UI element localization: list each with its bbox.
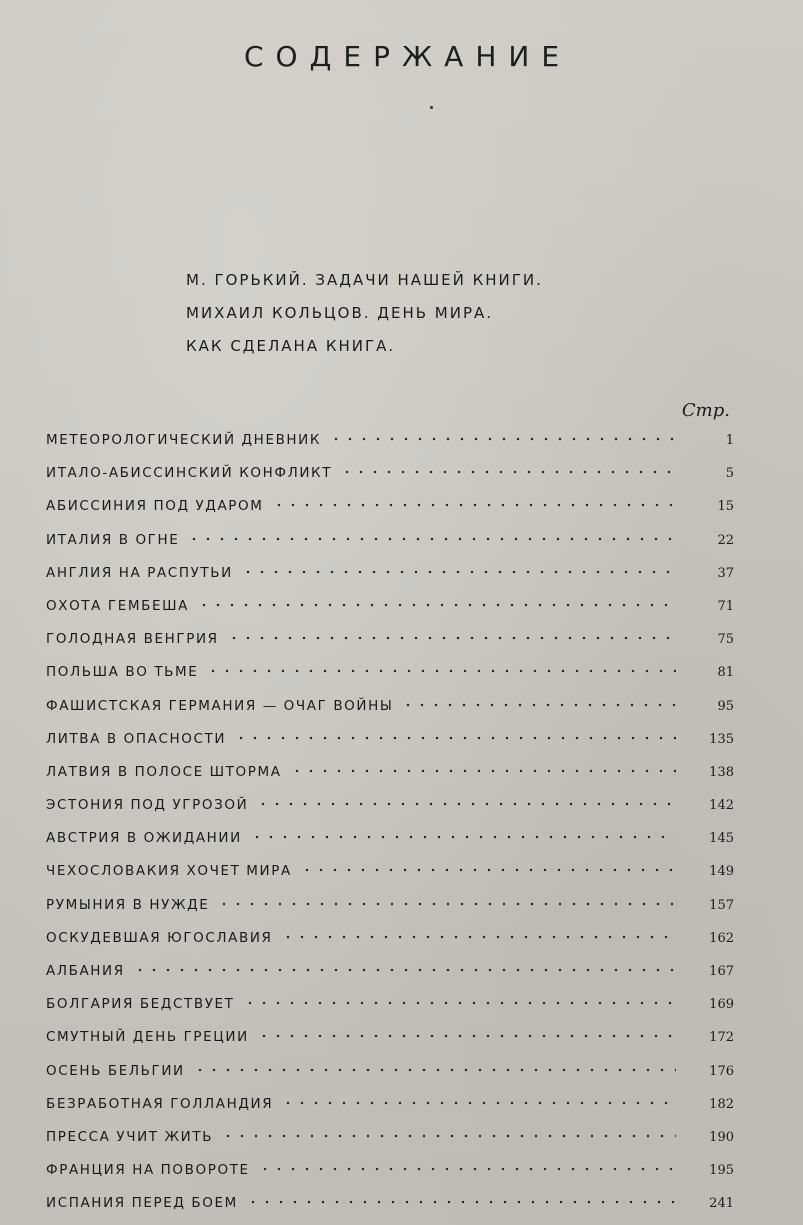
toc-entry xyxy=(46,1187,734,1220)
toc-entry-page: 22 xyxy=(717,532,734,548)
dot-leader xyxy=(133,968,676,972)
dot-leader xyxy=(243,1001,677,1005)
toc-entry-title: ЛИТВА В ОПАСНОСТИ xyxy=(46,730,227,747)
dot-leader xyxy=(401,703,676,707)
toc-entry-title: БОЛГАРИЯ БЕДСТВУЕТ xyxy=(46,996,235,1013)
toc-entry xyxy=(46,988,734,1021)
toc-entry-title: ЛАТВИЯ В ПОЛОСЕ ШТОРМА xyxy=(46,763,282,780)
toc-entry-page: 142 xyxy=(709,798,734,814)
dot-leader xyxy=(281,1101,676,1105)
toc-entry-title: ИСПАНИЯ ПЕРЕД БОЕМ xyxy=(46,1195,238,1212)
toc-entry xyxy=(46,557,734,590)
toc-entry-title: ПРЕССА УЧИТ ЖИТЬ xyxy=(46,1128,214,1145)
toc-entry-title: ПОЛЬША ВО ТЬМЕ xyxy=(46,664,199,681)
dot-leader xyxy=(340,470,676,474)
toc-entry-title: ОСКУДЕВШАЯ ЮГОСЛАВИЯ xyxy=(46,929,273,946)
toc-entry-page: 15 xyxy=(717,499,734,515)
toc-entry-page: 162 xyxy=(709,930,734,946)
toc-entry xyxy=(46,723,734,756)
toc-entry-title: АБИССИНИЯ ПОД УДАРОМ xyxy=(46,498,264,515)
toc-entry xyxy=(46,822,734,855)
toc-entry-page: 1 xyxy=(725,433,734,448)
toc-entry-page: 176 xyxy=(709,1063,734,1079)
dot-leader xyxy=(234,736,676,740)
dot-leader xyxy=(250,835,676,839)
toc-entry-title: ОСЕНЬ БЕЛЬГИИ xyxy=(46,1062,185,1079)
toc-entry-title: ФРАНЦИЯ НА ПОВОРОТЕ xyxy=(46,1162,250,1179)
toc-entry xyxy=(46,524,734,557)
toc-entry-title: АНГЛИЯ НА РАСПУТЬИ xyxy=(46,564,233,581)
intro-list xyxy=(186,264,543,363)
dot-leader xyxy=(193,1068,676,1072)
toc-entry-page: 5 xyxy=(725,466,734,482)
intro-item: М. ГОРЬКИЙ. ЗАДАЧИ НАШЕЙ КНИГИ. xyxy=(186,271,543,289)
toc-entry-page: 190 xyxy=(709,1129,734,1145)
dot-leader xyxy=(187,537,676,541)
toc-entry xyxy=(46,1121,734,1154)
toc-entry xyxy=(46,789,734,822)
toc-entry-page: 135 xyxy=(709,731,734,747)
toc-entry-page: 182 xyxy=(709,1096,734,1112)
dot-leader xyxy=(258,1167,676,1171)
toc-entry-title: РУМЫНИЯ В НУЖДЕ xyxy=(46,896,210,913)
dot-leader xyxy=(329,437,676,441)
dot-leader xyxy=(217,902,676,906)
toc-entry xyxy=(46,922,734,955)
toc-entry-page: 169 xyxy=(709,997,734,1013)
dot-leader xyxy=(300,868,676,872)
table-of-contents xyxy=(46,424,734,1221)
print-speck xyxy=(430,106,433,109)
dot-leader xyxy=(197,603,676,607)
toc-entry-page: 172 xyxy=(709,1030,734,1046)
toc-entry-page: 138 xyxy=(709,764,734,780)
toc-entry-page: 71 xyxy=(717,598,734,614)
dot-leader xyxy=(206,669,676,673)
toc-entry-page: 149 xyxy=(709,864,734,880)
toc-entry-title: СМУТНЫЙ ДЕНЬ ГРЕЦИИ xyxy=(46,1029,249,1046)
toc-entry xyxy=(46,955,734,988)
dot-leader xyxy=(290,769,676,773)
toc-entry xyxy=(46,457,734,490)
dot-leader xyxy=(272,503,676,507)
toc-entry xyxy=(46,656,734,689)
toc-entry-title: ОХОТА ГЕМБЕША xyxy=(46,597,189,614)
toc-entry-page: 95 xyxy=(717,698,734,714)
toc-entry xyxy=(46,756,734,789)
toc-entry xyxy=(46,1055,734,1088)
toc-entry-title: АВСТРИЯ В ОЖИДАНИИ xyxy=(46,830,242,847)
dot-leader xyxy=(257,1034,676,1038)
toc-entry xyxy=(46,590,734,623)
toc-entry-title: ФАШИСТСКАЯ ГЕРМАНИЯ — ОЧАГ ВОЙНЫ xyxy=(46,697,394,714)
intro-item: КАК СДЕЛАНА КНИГА. xyxy=(186,337,396,355)
toc-entry-page: 241 xyxy=(709,1196,734,1212)
dot-leader xyxy=(246,1200,676,1204)
page-title: СОДЕРЖАНИЕ xyxy=(243,40,572,73)
toc-entry-page: 37 xyxy=(717,565,734,581)
toc-entry-title: АЛБАНИЯ xyxy=(46,963,125,979)
toc-entry xyxy=(46,855,734,888)
toc-entry-title: ЭСТОНИЯ ПОД УГРОЗОЙ xyxy=(46,797,249,814)
toc-entry xyxy=(46,1154,734,1187)
toc-entry xyxy=(46,690,734,723)
toc-entry-page: 75 xyxy=(717,632,734,648)
dot-leader xyxy=(281,935,676,939)
toc-entry xyxy=(46,1088,734,1121)
toc-entry-title: ИТАЛО-АБИССИНСКИЙ КОНФЛИКТ xyxy=(46,465,333,482)
dot-leader xyxy=(221,1134,676,1138)
toc-entry xyxy=(46,623,734,656)
toc-entry-page: 195 xyxy=(709,1163,734,1179)
toc-entry-page: 145 xyxy=(709,831,734,847)
page-column-label: Стр. xyxy=(681,400,730,421)
toc-entry xyxy=(46,424,734,457)
toc-entry xyxy=(46,889,734,922)
toc-entry-title: ЧЕХОСЛОВАКИЯ ХОЧЕТ МИРА xyxy=(46,863,292,880)
toc-entry-page: 81 xyxy=(717,665,734,681)
toc-entry-title: БЕЗРАБОТНАЯ ГОЛЛАНДИЯ xyxy=(46,1095,274,1112)
toc-entry-title: ИТАЛИЯ В ОГНЕ xyxy=(46,531,180,548)
dot-leader xyxy=(227,636,676,640)
toc-entry xyxy=(46,490,734,523)
toc-entry-page: 157 xyxy=(709,897,734,913)
dot-leader xyxy=(256,802,676,806)
toc-entry xyxy=(46,1021,734,1054)
dot-leader xyxy=(241,570,676,574)
toc-entry-page: 167 xyxy=(709,964,734,979)
intro-item: МИХАИЛ КОЛЬЦОВ. ДЕНЬ МИРА. xyxy=(186,304,494,322)
toc-entry-title: МЕТЕОРОЛОГИЧЕСКИЙ ДНЕВНИК xyxy=(46,432,322,448)
toc-entry-title: ГОЛОДНАЯ ВЕНГРИЯ xyxy=(46,631,219,648)
